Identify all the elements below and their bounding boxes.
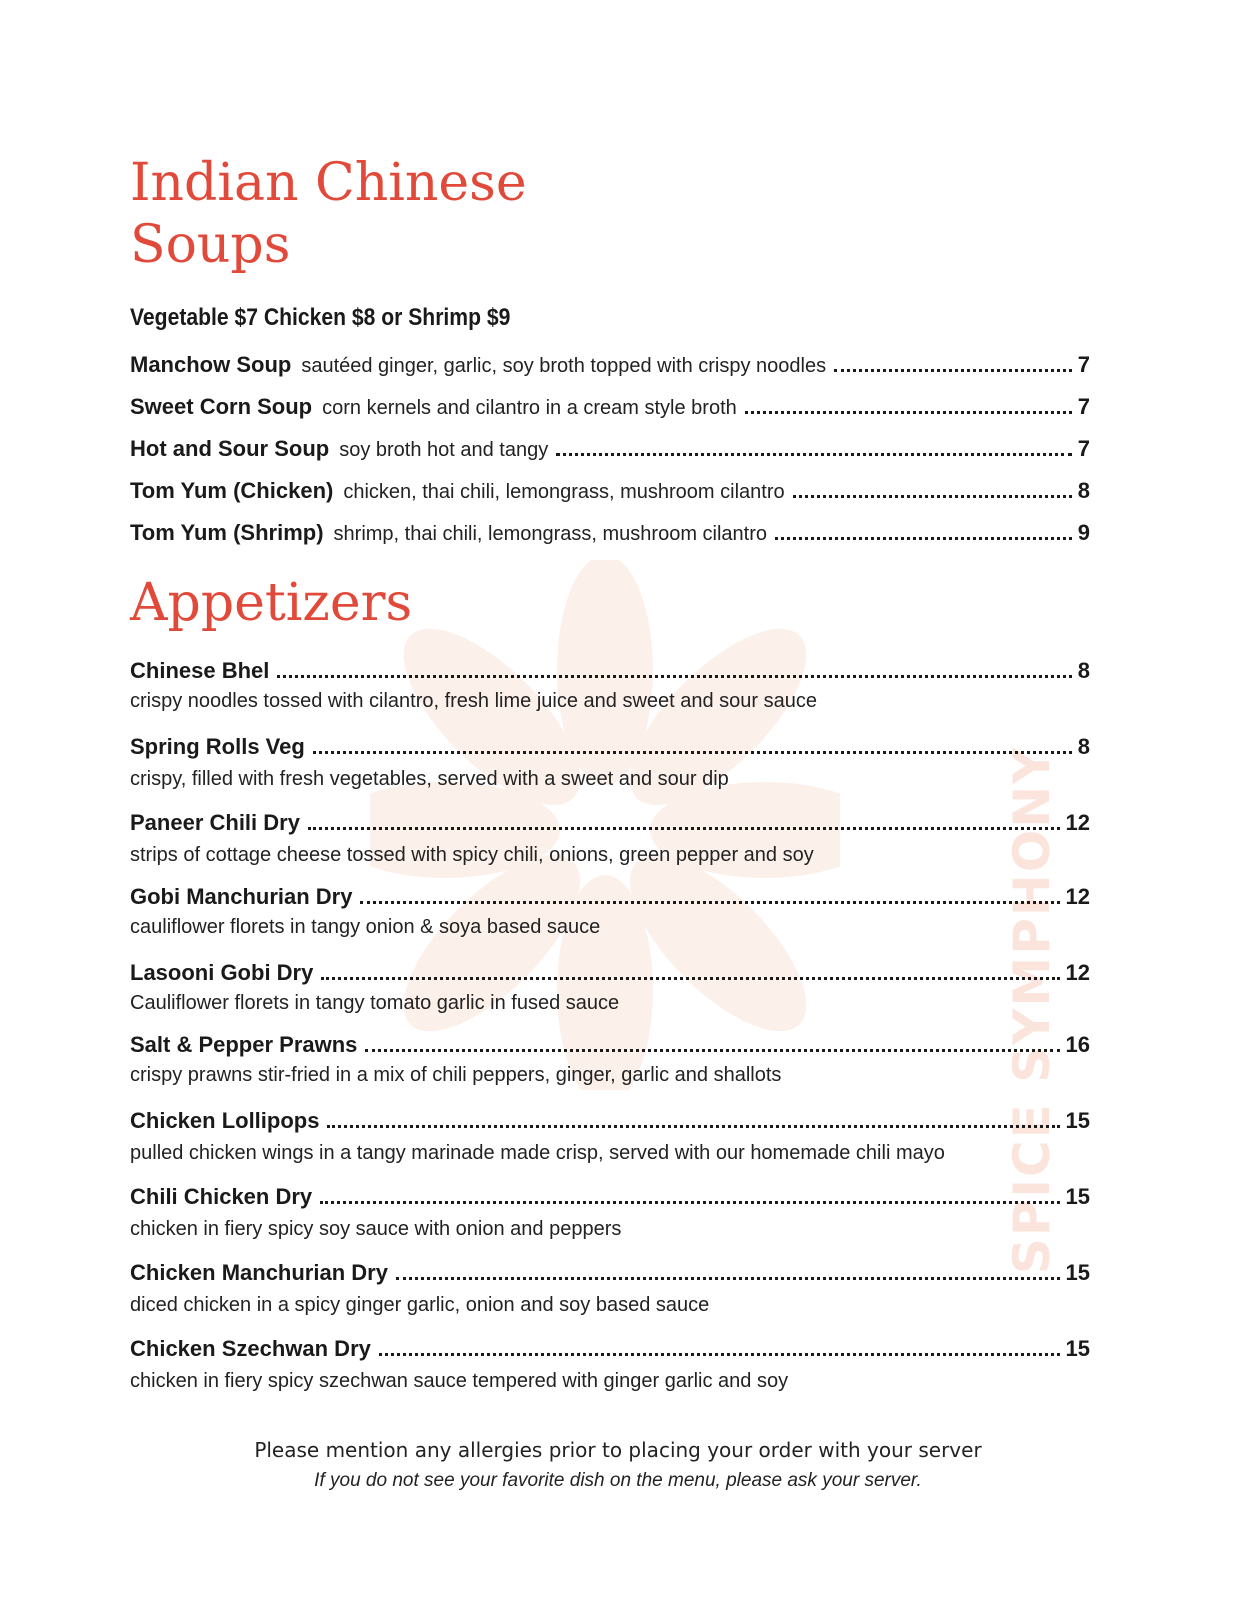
soups-title (130, 152, 527, 276)
allergy-notice: Please mention any allergies prior to placing your order with your server (254, 1438, 982, 1462)
menu-item (130, 810, 1090, 836)
dot-leader (327, 1125, 1059, 1128)
dot-leader (277, 675, 1071, 678)
menu-item (130, 884, 1090, 910)
menu-item (130, 352, 1090, 378)
item-desc: shrimp, thai chili, lemongrass, mushroom cilantro (333, 523, 768, 545)
item-name: Salt & Pepper Prawns (130, 1032, 358, 1057)
item-price: 15 (1065, 1336, 1090, 1361)
item-desc: corn kernels and cilantro in a cream style broth (322, 397, 737, 419)
soups-title-line2: Soups (130, 215, 291, 275)
item-desc: strips of cottage cheese tossed with spicy chili, onions, green pepper and soy (130, 844, 814, 866)
item-name: Sweet Corn Soup (130, 394, 313, 419)
item-name: Chicken Manchurian Dry (130, 1260, 388, 1285)
item-price: 7 (1077, 436, 1090, 461)
item-desc: chicken in fiery spicy soy sauce with onion and peppers (130, 1218, 622, 1240)
item-price: 8 (1077, 658, 1090, 683)
menu-item (130, 1260, 1090, 1286)
item-name: Paneer Chili Dry (130, 810, 300, 835)
item-desc: crispy, filled with fresh vegetables, served with a sweet and sour dip (130, 768, 729, 790)
menu-item (130, 478, 1090, 504)
menu-item (130, 394, 1090, 420)
dot-leader (313, 751, 1072, 754)
dot-leader (556, 453, 1072, 456)
item-name: Tom Yum (Chicken) (130, 478, 334, 503)
menu-item (130, 1108, 1090, 1134)
item-desc: cauliflower florets in tangy onion & soya based sauce (130, 916, 601, 938)
item-desc: pulled chicken wings in a tangy marinade made crisp, served with our homemade chili mayo (130, 1142, 945, 1164)
menu-item (130, 1032, 1090, 1058)
item-price: 15 (1065, 1184, 1090, 1209)
item-name: Chili Chicken Dry (130, 1184, 313, 1209)
menu-item (130, 436, 1090, 462)
item-desc: chicken in fiery spicy szechwan sauce tempered with ginger garlic and soy (130, 1370, 789, 1392)
item-price: 12 (1065, 810, 1090, 835)
item-desc: crispy prawns stir-fried in a mix of chili peppers, ginger, garlic and shallots (130, 1064, 782, 1086)
dot-leader (396, 1277, 1060, 1280)
soups-title-line1: Indian Chinese (130, 153, 527, 213)
item-desc: chicken, thai chili, lemongrass, mushroom cilantro (343, 481, 785, 503)
item-price: 7 (1077, 352, 1090, 377)
item-desc: soy broth hot and tangy (339, 439, 549, 461)
item-price: 8 (1077, 478, 1090, 503)
dot-leader (834, 369, 1072, 372)
appetizers-title: Appetizers (130, 573, 413, 633)
dot-leader (793, 495, 1072, 498)
item-desc: crispy noodles tossed with cilantro, fresh lime juice and sweet and sour sauce (130, 690, 818, 712)
watermark-brand: SPICE SYMPHONY (1003, 745, 1061, 1275)
menu-item (130, 1336, 1090, 1362)
menu-item (130, 658, 1090, 684)
item-price: 12 (1065, 960, 1090, 985)
dot-leader (308, 827, 1060, 830)
item-name: Chicken Lollipops (130, 1108, 320, 1133)
item-name: Manchow Soup (130, 352, 292, 377)
dot-leader (365, 1049, 1059, 1052)
item-name: Chinese Bhel (130, 658, 270, 683)
item-name: Tom Yum (Shrimp) (130, 520, 324, 545)
item-name: Hot and Sour Soup (130, 436, 330, 461)
item-name: Gobi Manchurian Dry (130, 884, 353, 909)
item-desc: Cauliflower florets in tangy tomato garlic in fused sauce (130, 992, 620, 1014)
dot-leader (745, 411, 1072, 414)
menu-item (130, 734, 1090, 760)
dot-leader (360, 901, 1059, 904)
item-name: Spring Rolls Veg (130, 734, 305, 759)
item-desc: sautéed ginger, garlic, soy broth topped with crispy noodles (301, 355, 827, 377)
item-price: 8 (1077, 734, 1090, 759)
item-desc: diced chicken in a spicy ginger garlic, onion and soy based sauce (130, 1294, 710, 1316)
menu-item (130, 1184, 1090, 1210)
ask-server-notice: If you do not see your favorite dish on the menu, please ask your server. (314, 1470, 922, 1491)
item-price: 15 (1065, 1260, 1090, 1285)
item-name: Lasooni Gobi Dry (130, 960, 314, 985)
menu-item (130, 520, 1090, 546)
item-name: Chicken Szechwan Dry (130, 1336, 371, 1361)
appetizers-title-wrap (130, 572, 412, 634)
item-price: 16 (1065, 1032, 1090, 1057)
soups-price-line: Vegetable $7 Chicken $8 or Shrimp $9 (130, 304, 511, 331)
item-price: 12 (1065, 884, 1090, 909)
dot-leader (379, 1353, 1060, 1356)
menu-item (130, 960, 1090, 986)
item-price: 15 (1065, 1108, 1090, 1133)
item-price: 9 (1077, 520, 1090, 545)
dot-leader (321, 977, 1059, 980)
dot-leader (320, 1201, 1059, 1204)
dot-leader (775, 537, 1072, 540)
item-price: 7 (1077, 394, 1090, 419)
